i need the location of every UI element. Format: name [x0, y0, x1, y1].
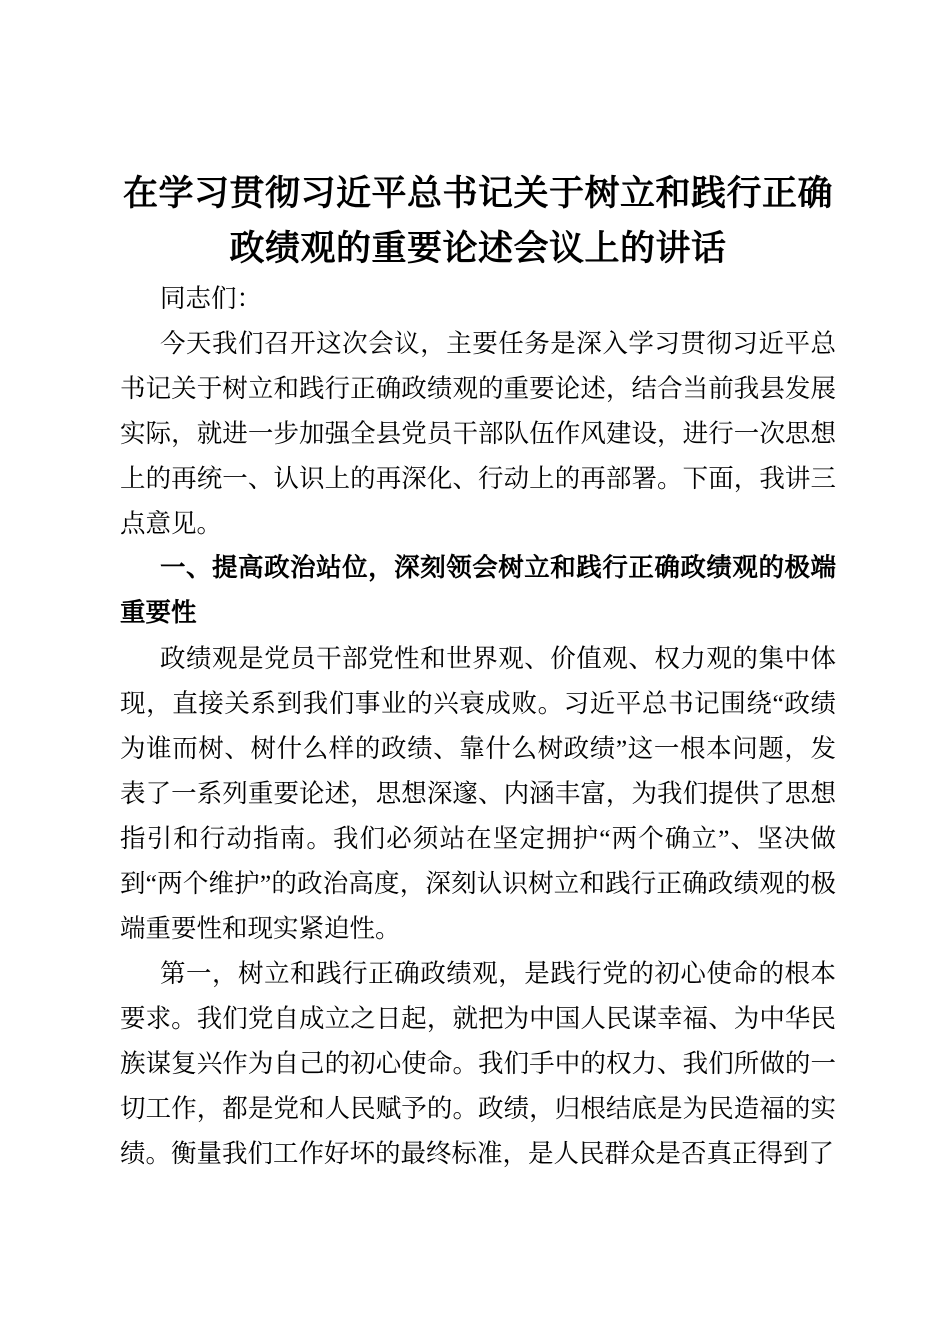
first-point-paragraph: 第一，树立和践行正确政绩观，是践行党的初心使命的根本要求。我们党自成立之日起，就把为中国人民谋幸福、为中华民族谋复兴作为自己的初心使命。我们手中的权力、我们所做的一切工作，都是党和人民赋予的。政绩，归根结底是为民造福的实绩。衡量我们工作好坏的最终标准，是人民群众是否真正得到了 [120, 959, 836, 1168]
document-title-line-1: 在学习贯彻习近平总书记关于树立和践行正确 [122, 174, 833, 213]
document-title [120, 166, 836, 276]
opening-paragraph: 今天我们召开这次会议，主要任务是深入学习贯彻习近平总书记关于树立和践行正确政绩观的重要论述，结合当前我县发展实际，就进一步加强全县党员干部队伍作风建设，进行一次思想上的再统一、认识上的再深化、行动上的再部署。下面，我讲三点意见。 [120, 329, 836, 538]
salutation: 同志们： [160, 284, 263, 313]
document-title-line-2: 政绩观的重要论述会议上的讲话 [229, 229, 727, 268]
section-1-paragraph: 政绩观是党员干部党性和世界观、价值观、权力观的集中体现，直接关系到我们事业的兴衰成败。习近平总书记围绕“政绩为谁而树、树什么样的政绩、靠什么树政绩”这一根本问题，发表了一系列重要论述，思想深邃、内涵丰富，为我们提供了思想指引和行动指南。我们必须站在坚定拥护“两个确立”、坚决做到“两个维护”的政治高度，深刻认识树立和践行正确政绩观的极端重要性和现实紧迫性。 [120, 644, 836, 943]
section-1-heading: 一、提高政治站位，深刻领会树立和践行正确政绩观的极端重要性 [120, 554, 836, 627]
